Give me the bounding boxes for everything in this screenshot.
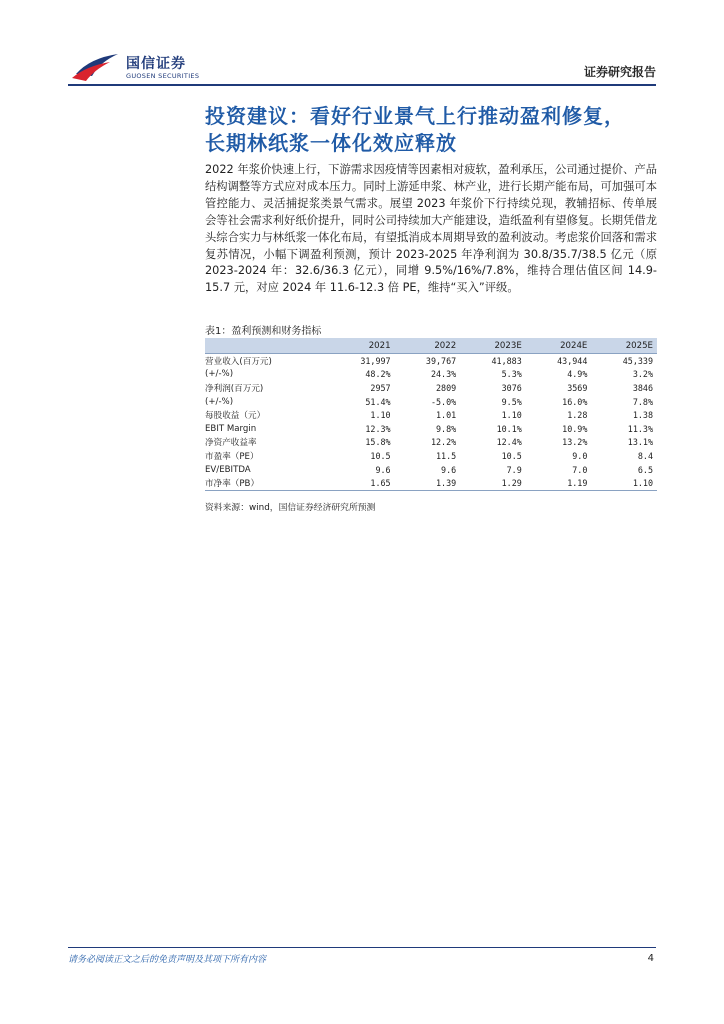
- table-row-label: 市盈率（PE）: [205, 451, 259, 462]
- table-cell: 1.38: [632, 410, 653, 421]
- table-caption: 表1：盈利预测和财务指标: [205, 326, 322, 337]
- table-cell: 15.8%: [365, 437, 391, 448]
- table-row: [205, 381, 657, 395]
- table-cell: 10.9%: [562, 423, 588, 434]
- table-cell: 1.65: [329, 476, 395, 490]
- table-cell: 10.5: [501, 450, 522, 461]
- table-row: [205, 449, 657, 463]
- table-row-label: EBIT Margin: [205, 423, 257, 434]
- table-cell: 1.10: [501, 410, 522, 421]
- table-cell: 1.01: [436, 410, 457, 421]
- table-row: [205, 354, 657, 368]
- table-cell: 9.5%: [501, 396, 522, 407]
- table-cell: 24.3%: [430, 369, 457, 380]
- table-cell: 13.1%: [627, 437, 653, 448]
- table-cell: 12.2%: [430, 437, 457, 448]
- table-header-cell: 2023E: [460, 338, 526, 354]
- table-cell: 4.9%: [567, 369, 588, 380]
- table-cell: 10.5: [370, 450, 391, 461]
- table-cell: 11.3%: [627, 423, 653, 434]
- table-row-label: 每股收益（元）: [205, 411, 266, 422]
- table-header-cell: 2021: [329, 338, 395, 354]
- table-cell: 16.0%: [562, 396, 588, 407]
- table-header-row: [205, 338, 657, 354]
- table-cell: 8.4: [637, 450, 653, 461]
- table-cell: 2809: [436, 382, 457, 393]
- table-cell: 3569: [567, 382, 588, 393]
- table-cell: 9.6: [375, 464, 391, 475]
- table-cell: 48.2%: [365, 369, 391, 380]
- table-cell: 1.29: [460, 476, 526, 490]
- report-type-label: 证券研究报告: [583, 65, 656, 79]
- table-cell: 1.28: [567, 410, 588, 421]
- guosen-logo-mark-icon: [70, 48, 122, 82]
- table-row-label: 市净率（PB）: [205, 476, 329, 490]
- table-row: [205, 368, 657, 382]
- table-row-label: 净利润(百万元): [205, 383, 264, 394]
- table-row: [205, 476, 657, 490]
- table-cell: 11.5: [436, 450, 457, 461]
- investment-summary-paragraph: 2022 年浆价快速上行，下游需求因疫情等因素相对疲软，盈利承压，公司通过提价、产品结构调整等方式应对成本压力。同时上游延申浆、林产业，进行长期产能布局，可加强可本管控能力、灵活捕捉浆类景气需求。展望 2023 年浆价下行持续兑现，教辅招标、传单展会等社会需求利好纸价提升，同时公司持续加大产能建设，造纸盈利有望修复。长期凭借龙头综合实力与林纸浆一体化布局，有望抵消成本周期导致的盈利波动。考虑浆价回落和需求复苏情况，小幅下调盈利预测，预计 2023-2025 年净利润为 30.8/35.7/38.5 亿元（原 2023-2024 年：32.6/36.3 亿元），同增 9.5%/16%/7.8%，维持合理估值区间 14.9-15.7 元，对应 2024 年 11.6-12.3 倍 PE，维持“买入”评级。: [205, 163, 657, 295]
- table-cell: 9.6: [441, 464, 457, 475]
- table-row-label: (+/-%): [205, 396, 234, 407]
- table-cell: 1.10: [591, 476, 657, 490]
- guosen-logo: [70, 48, 200, 82]
- table-cell: 39,767: [395, 354, 461, 368]
- footer-divider: [68, 947, 656, 948]
- table-row-label: (+/-%): [205, 369, 234, 380]
- table-cell: 3846: [632, 382, 653, 393]
- table-cell: -5.0%: [430, 396, 457, 407]
- table-header-cell: 2025E: [591, 338, 657, 354]
- table-header-cell: 2022: [395, 338, 461, 354]
- table-cell: 10.1%: [496, 423, 522, 434]
- table-cell: 13.2%: [562, 437, 588, 448]
- table-cell: 7.9: [506, 464, 522, 475]
- table-cell: 12.3%: [365, 423, 391, 434]
- table-row-label: 营业收入(百万元): [205, 354, 329, 368]
- table-cell: 43,944: [526, 354, 592, 368]
- table-cell: 9.0: [572, 450, 588, 461]
- table-cell: 1.19: [526, 476, 592, 490]
- logo-chinese-name: 国信证券: [126, 56, 186, 72]
- table-cell: 6.5: [637, 464, 653, 475]
- table-cell: 45,339: [591, 354, 657, 368]
- table-cell: 7.0: [572, 464, 588, 475]
- table-row: [205, 408, 657, 422]
- page-number: 4: [647, 953, 654, 964]
- table-cell: 5.3%: [501, 369, 522, 380]
- table-row: [205, 422, 657, 436]
- table-row: [205, 463, 657, 477]
- table-cell: 3076: [501, 382, 522, 393]
- table-source-note: 资料来源：wind，国信证券经济研究所预测: [205, 503, 376, 513]
- table-cell: 1.39: [395, 476, 461, 490]
- table-cell: 7.8%: [632, 396, 653, 407]
- table-cell: 1.10: [370, 410, 391, 421]
- page-header: [0, 0, 724, 90]
- table-row-label: EV/EBITDA: [205, 464, 251, 475]
- table-cell: 3.2%: [632, 369, 653, 380]
- section-title: [205, 103, 665, 157]
- table-cell: 12.4%: [496, 437, 522, 448]
- table-header-cell: [205, 338, 329, 354]
- header-divider: [68, 84, 656, 86]
- table-cell: 2957: [370, 382, 391, 393]
- section-title-line-2: 长期林纸浆一体化效应释放: [205, 131, 457, 155]
- logo-english-name: GUOSEN SECURITIES: [126, 72, 200, 80]
- table-header-cell: 2024E: [526, 338, 592, 354]
- table-cell: 41,883: [460, 354, 526, 368]
- table-cell: 51.4%: [365, 396, 391, 407]
- financial-forecast-table: [205, 338, 657, 491]
- table-row: [205, 436, 657, 450]
- table-cell: 31,997: [329, 354, 395, 368]
- table-cell: 9.8%: [436, 423, 457, 434]
- table-row: [205, 395, 657, 409]
- section-title-line-1: 投资建议：看好行业景气上行推动盈利修复，: [205, 104, 625, 128]
- table-row-label: 净资产收益率: [205, 438, 257, 449]
- footer-disclaimer: 请务必阅读正文之后的免责声明及其项下所有内容: [68, 955, 267, 965]
